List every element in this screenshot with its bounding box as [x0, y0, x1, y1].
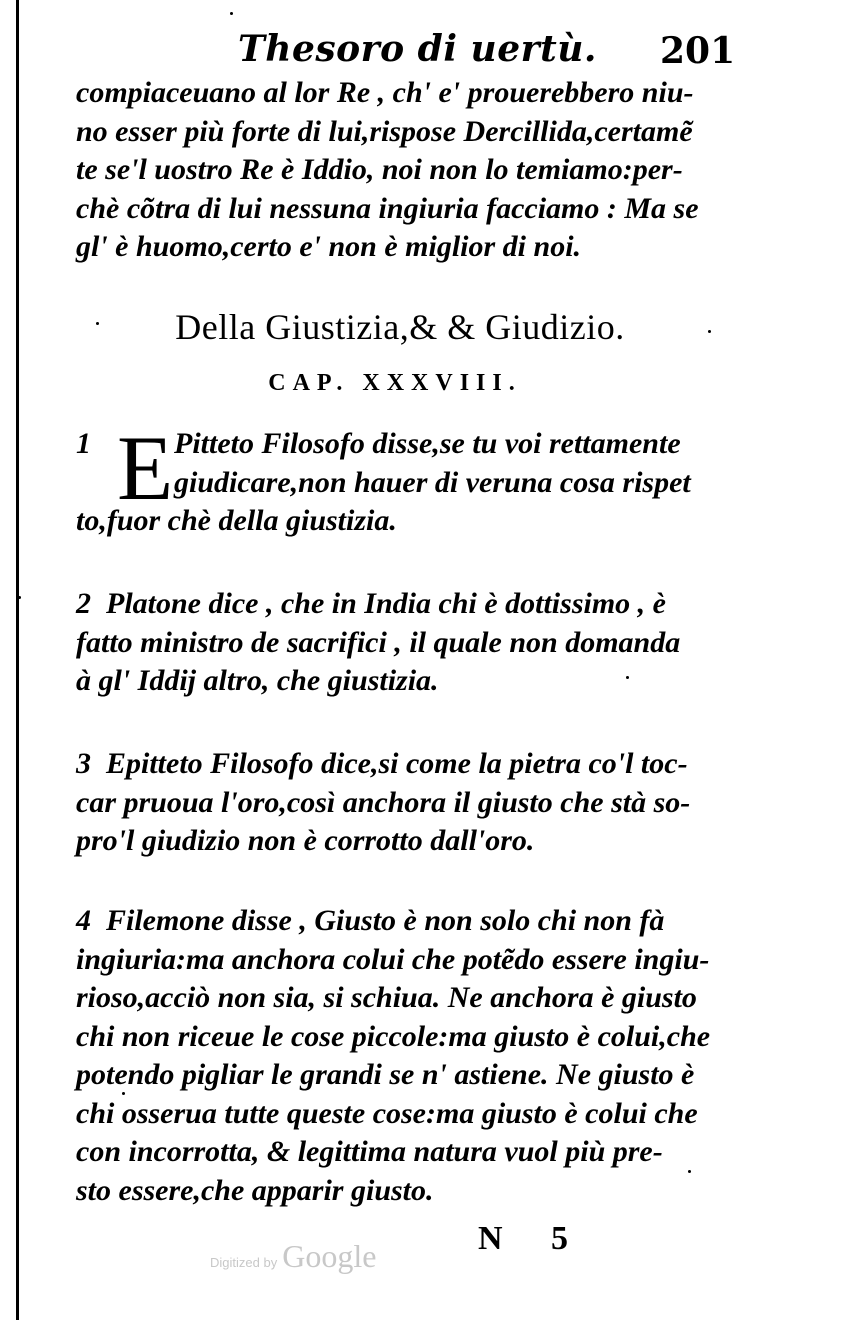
scan-speck — [96, 322, 99, 325]
running-head — [0, 28, 857, 78]
paragraph-line: to,fuor chè della giustizia. — [76, 504, 397, 537]
intro-line: chè cõtra di lui nessuna ingiuria facciamo : Ma se — [76, 191, 699, 225]
running-head-title: Thesoro di uertù. — [238, 28, 597, 70]
intro-line: gl' è huomo,certo e' non è miglior di noi. — [76, 230, 582, 263]
paragraph-line: car pruoua l'oro,così anchora il giusto che stà so- — [76, 785, 691, 819]
paragraph-number: 1 — [76, 427, 91, 460]
digitized-by-label: Digitized by — [210, 1255, 278, 1270]
intro-paragraph — [76, 74, 736, 267]
paragraph-line: chi non riceue le cose piccole:ma giusto è colui,che — [76, 1019, 711, 1053]
intro-line: no esser più forte di lui,rispose Dercillida,certamẽ — [76, 114, 693, 148]
paragraph-line — [76, 585, 736, 624]
paragraph-line: giudicare,non hauer di veruna cosa rispet — [174, 465, 691, 499]
scan-speck — [626, 676, 629, 679]
page-edge-rule — [16, 0, 19, 1320]
paragraph-line: ingiuria:ma anchora colui che potẽdo essere ingiu- — [76, 942, 710, 976]
paragraph-4 — [76, 902, 736, 1210]
paragraph-line: chi osserua tutte queste cose:ma giusto è colui che — [76, 1096, 698, 1130]
paragraph-line: Pitteto Filosofo disse,se tu voi rettamente — [174, 427, 681, 460]
google-logo-text: Google — [282, 1238, 377, 1274]
page-number: 201 — [660, 30, 736, 72]
paragraph-line: rioso,acciò non sia, si schiua. Ne anchora è giusto — [76, 981, 697, 1014]
paragraph-line: potendo pigliar le grandi se n' astiene. Ne giusto è — [76, 1058, 695, 1091]
paragraph-2 — [76, 585, 736, 701]
paragraph-line: fatto ministro de sacrifici , il quale non domanda — [76, 625, 681, 659]
paragraph-number: 4 — [76, 904, 91, 937]
intro-line: compiaceuano al lor Re , ch' e' prouerebbero niu- — [76, 76, 694, 109]
paragraph-line-text: Filemone disse , Giusto è non solo chi non fà — [106, 904, 665, 937]
scan-speck — [122, 1092, 125, 1095]
scan-speck — [230, 12, 233, 15]
paragraph-line: pro'l giudizio non è corrotto dall'oro. — [76, 824, 535, 857]
scan-speck — [708, 330, 711, 333]
paragraph-line — [76, 902, 736, 941]
paragraph-number: 2 — [76, 587, 91, 620]
paragraph-line: sto essere,che apparir giusto. — [76, 1173, 434, 1207]
digitized-by-google-watermark — [210, 1238, 377, 1278]
paragraph-1-indented — [174, 425, 734, 502]
paragraph-1-rest — [76, 502, 736, 541]
signature-catchword: N 5 — [478, 1220, 589, 1257]
chapter-label: CAP. XXXVIII. — [268, 370, 522, 396]
paragraph-line: à gl' Iddij altro, che giustizia. — [76, 664, 439, 697]
paragraph-line-text: Platone dice , che in India chi è dottissimo , è — [106, 587, 666, 620]
drop-cap: E — [117, 417, 174, 519]
paragraph-line-text: Epitteto Filosofo dice,si come la pietra co'l toc- — [106, 747, 688, 780]
paragraph-3 — [76, 745, 736, 861]
section-heading: Della Giustizia,& & Giudizio. — [175, 307, 625, 347]
scan-speck — [688, 1170, 691, 1173]
paragraph-line: con incorrotta, & legittima natura vuol più pre- — [76, 1135, 663, 1168]
paragraph-number: 3 — [76, 747, 91, 780]
paragraph-line — [76, 745, 736, 784]
intro-line: te se'l uostro Re è Iddio, noi non lo temiamo:per- — [76, 153, 683, 186]
scan-speck — [18, 596, 21, 599]
